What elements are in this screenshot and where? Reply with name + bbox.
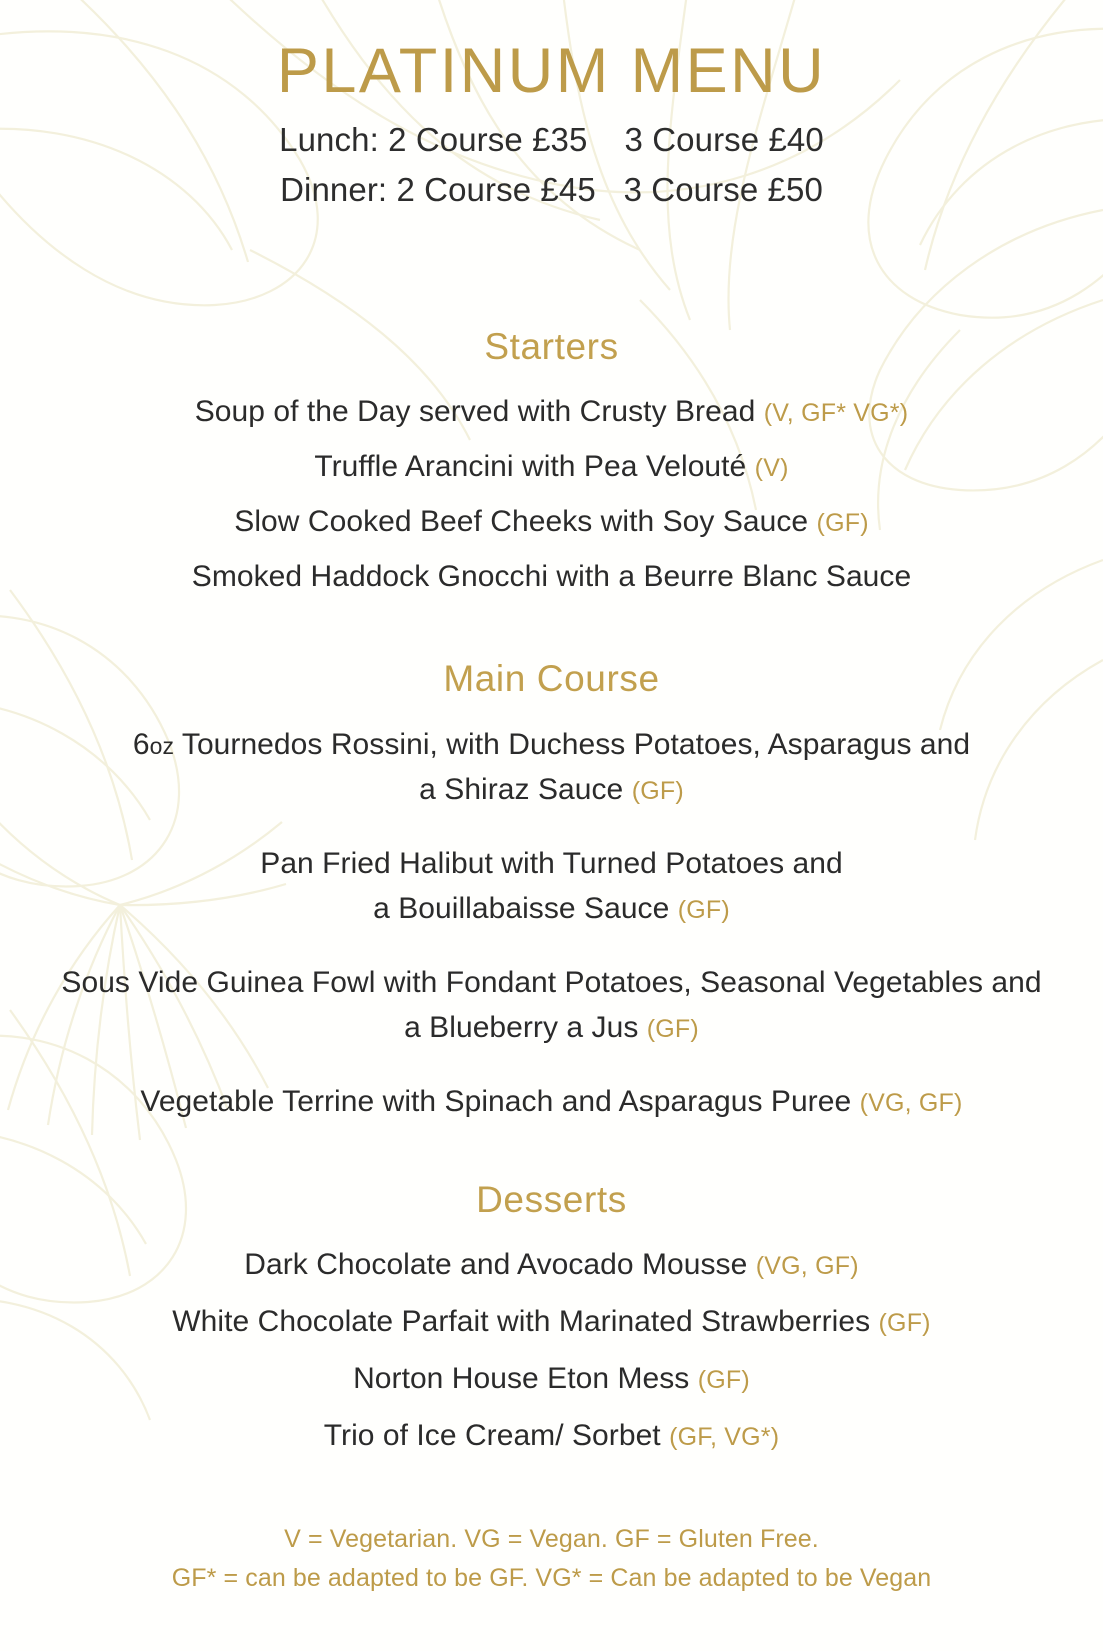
- section-starters: [0, 327, 1103, 595]
- spacer: [0, 215, 1103, 327]
- dietary-tag: (GF): [631, 777, 684, 806]
- pricing-dinner: Dinner: 2 Course £45 3 Course £50: [280, 170, 823, 208]
- dish-line: Slow Cooked Beef Cheeks with Soy Sauce (GF): [234, 504, 869, 538]
- dish-line: a Shiraz Sauce (GF): [419, 773, 684, 807]
- spacer: [0, 1120, 1103, 1180]
- menu-item: [0, 727, 1103, 808]
- section-main-course: [0, 659, 1103, 1121]
- menu-item: [0, 846, 1103, 927]
- menu-item: [0, 1247, 1103, 1283]
- weight-unit: oz: [149, 733, 175, 760]
- dietary-tag: (V, GF* VG*): [763, 398, 909, 427]
- menu-item: [0, 449, 1103, 485]
- dietary-tag: (GF): [646, 1015, 699, 1044]
- dish-line: a Bouillabaisse Sauce (GF): [373, 892, 730, 926]
- dietary-tag: (GF): [816, 508, 869, 537]
- dietary-tag: (VG, GF): [755, 1251, 859, 1280]
- section-title-main-course: Main Course: [443, 657, 660, 699]
- dietary-tag: (GF): [878, 1308, 931, 1337]
- spacer: [0, 699, 1103, 727]
- menu-item: [0, 1084, 1103, 1120]
- legend-line-1: V = Vegetarian. VG = Vegan. GF = Gluten Free.: [284, 1524, 819, 1553]
- spacer: [0, 595, 1103, 659]
- menu-item: [0, 1361, 1103, 1397]
- pricing-lunch: Lunch: 2 Course £35 3 Course £40: [279, 120, 824, 158]
- menu-item: [0, 1418, 1103, 1454]
- dish-line: Sous Vide Guinea Fowl with Fondant Potatoes, Seasonal Vegetables and: [61, 966, 1042, 1000]
- dietary-tag: (GF): [697, 1365, 750, 1394]
- dish-line: Vegetable Terrine with Spinach and Asparagus Puree (VG, GF): [140, 1085, 963, 1119]
- pricing-block: [0, 115, 1103, 215]
- legend-line-2: GF* = can be adapted to be GF. VG* = Can be adapted to be Vegan: [171, 1563, 932, 1592]
- dish-line: Soup of the Day served with Crusty Bread (V, GF* VG*): [194, 394, 909, 428]
- dish-line: 6oz Tournedos Rossini, with Duchess Potatoes, Asparagus and: [132, 728, 971, 762]
- dish-line: Dark Chocolate and Avocado Mousse (VG, GF): [244, 1247, 859, 1281]
- dish-line: Trio of Ice Cream/ Sorbet (GF, VG*): [323, 1418, 780, 1452]
- dietary-tag: (GF, VG*): [669, 1422, 780, 1451]
- dish-line: Smoked Haddock Gnocchi with a Beurre Blanc Sauce: [191, 559, 912, 593]
- dish-line: Norton House Eton Mess (GF): [353, 1361, 750, 1395]
- section-title-starters: Starters: [484, 325, 619, 367]
- section-title-desserts: Desserts: [476, 1179, 627, 1221]
- spacer: [0, 1454, 1103, 1520]
- dish-line: Pan Fried Halibut with Turned Potatoes and: [260, 847, 843, 881]
- dietary-legend: [0, 1520, 1103, 1598]
- section-desserts: [0, 1180, 1103, 1454]
- dish-line: Truffle Arancini with Pea Velouté (V): [314, 449, 789, 483]
- menu-item: [0, 559, 1103, 595]
- menu-item: [0, 504, 1103, 540]
- dish-line: a Blueberry a Jus (GF): [404, 1011, 699, 1045]
- dish-line: White Chocolate Parfait with Marinated Strawberries (GF): [172, 1304, 931, 1338]
- dietary-tag: (GF): [677, 896, 730, 925]
- menu-item: [0, 1304, 1103, 1340]
- dietary-tag: (V): [754, 453, 789, 482]
- dietary-tag: (VG, GF): [859, 1089, 963, 1118]
- menu-item: [0, 394, 1103, 430]
- menu-item: [0, 965, 1103, 1046]
- spacer: [0, 1221, 1103, 1247]
- spacer: [0, 368, 1103, 394]
- page-title: PLATINUM MENU: [276, 36, 827, 106]
